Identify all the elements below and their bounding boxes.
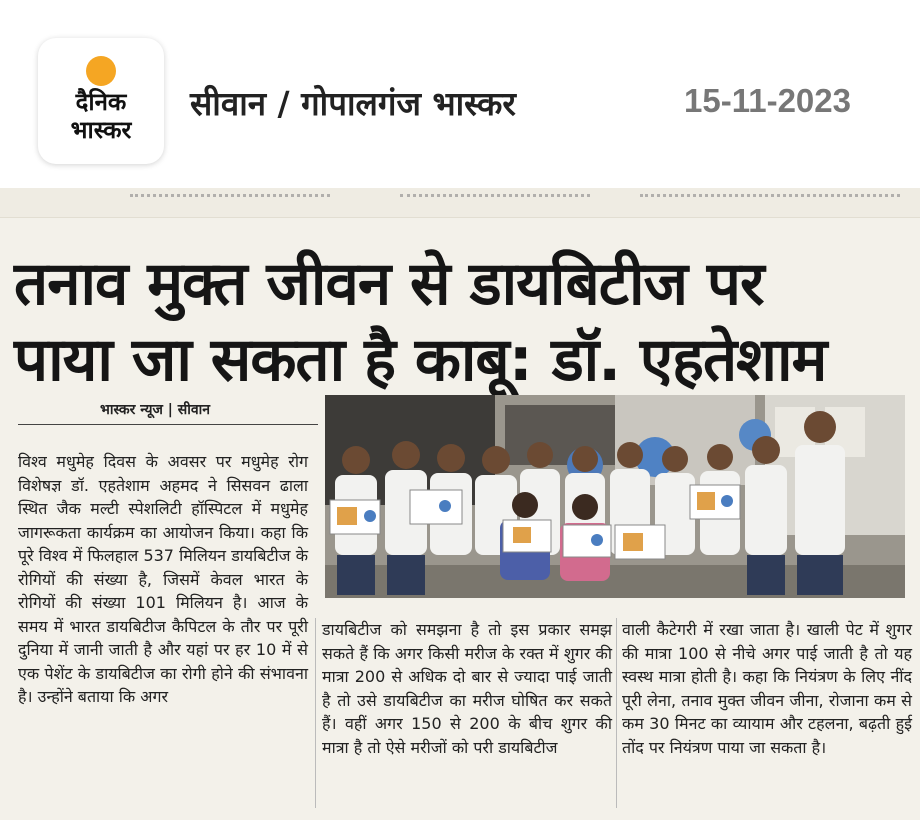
publication-date: 15-11-2023	[684, 82, 851, 119]
publication-name: सीवान / गोपालगंज भास्कर	[190, 84, 516, 123]
byline-divider	[18, 424, 318, 425]
headline-line2: पाया जा सकता है काबू: डॉ. एहतेशाम	[14, 325, 827, 395]
column-divider	[616, 618, 617, 808]
column-divider	[315, 618, 316, 808]
headline-line1: तनाव मुक्त जीवन से डायबिटीज पर	[14, 249, 764, 319]
article-column-1: विश्व मधुमेह दिवस के अवसर पर मधुमेह रोग विशेषज्ञ डॉ. एहतेशाम अहमद ने सिसवन ढाला स्थित जैक मल्टी स्पेशलिटी हॉस्पिटल में मधुमेह जागरूकता कार्यक्रम का आयोजन किया। कहा कि पूरे विश्व में फिलहाल 537 मिलियन डायबिटीज के रोगियों की संख्या है, जिसमें केवल भारत के रोगियों की संख्या 101 मिलियन है। आज के समय में भारत डायबिटीज कैपिटल के तौर पर पूरी दुनिया में जानी जाती है और यहां पर हर 10 में से एक पेशेंट के डायबिटीज का रोगी होने की संभावना है। उन्होंने बताया कि अगर	[18, 452, 308, 706]
article-column-3: वाली कैटेगरी में रखा जाता है। खाली पेट में शुगर की मात्रा 100 से नीचे अगर पाई जाती है तो यह स्वस्थ मात्रा होती है। कहा कि नियंत्रण के लिए नींद पूरी लेना, तनाव मुक्त जीवन जीना, रोजाना कम से कम 30 मिनट का व्यायाम और टहलना, बढ़ती हुई तोंद पर नियंत्रण पाया जा सकता है।	[622, 620, 912, 757]
dainik-bhaskar-logo[interactable]	[38, 38, 164, 164]
cropped-text-strip	[0, 188, 920, 218]
logo-line1: दैनिक	[75, 87, 127, 116]
sun-icon	[86, 56, 116, 86]
article-column-2: डायबिटीज को समझना है तो इस प्रकार समझ सकते हैं कि अगर किसी मरीज के रक्त में शुगर की मात्रा 200 से अधिक दो बार से ज्यादा पाई जाती है तो उसे डायबिटीज का मरीज घोषित कर सकते हैं। वहीं अगर 150 से 200 के बीच शुगर की मात्रा है तो ऐसे मरीजों को परी डायबिटीज	[322, 620, 612, 757]
logo-line2: भास्कर	[70, 115, 132, 144]
app-header	[0, 0, 920, 170]
byline: भास्कर न्यूज | सीवान	[100, 402, 211, 418]
group-photo-icon	[325, 395, 905, 598]
group-photo	[325, 395, 905, 598]
